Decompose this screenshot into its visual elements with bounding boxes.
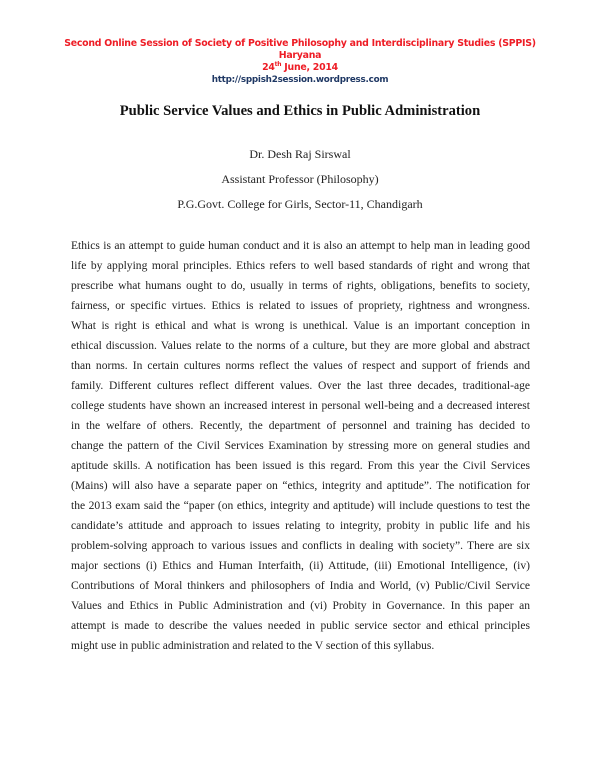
paragraph-line: attempt is made to describe the values needed in public service sector and ethical principles bbox=[71, 620, 530, 632]
paragraph-line: major sections (i) Ethics and Human Interfaith, (ii) Attitude, (iii) Emotional Intelligence, (iv) bbox=[71, 560, 530, 572]
abstract-paragraph bbox=[71, 236, 530, 656]
paragraph-line: the 2013 exam said the “paper (on ethics, integrity and aptitude) will include questions to test the bbox=[71, 500, 530, 512]
paper-title: Public Service Values and Ethics in Public Administration bbox=[119, 103, 481, 119]
paragraph-line: Contributions of Moral thinkers and philosophers of India and World, (v) Public/Civil Service bbox=[71, 580, 530, 592]
paragraph-line: life by applying moral principles. Ethics refers to well based standards of right and wrong that bbox=[71, 260, 530, 272]
conference-name: Second Online Session of Society of Positive Philosophy and Interdisciplinary Studies (SPPIS) bbox=[64, 38, 536, 49]
paragraph-line: in the welfare of others. Recently, the department of personnel and training has decided to bbox=[71, 420, 530, 432]
paragraph-line: might use in public administration and related to the V section of this syllabus. bbox=[71, 640, 435, 652]
conference-header bbox=[0, 38, 600, 86]
paragraph-line: ethical discussion. Values relate to the norms of a culture, but they are more global and abstract bbox=[71, 340, 530, 352]
paragraph-line: fairness, or specific virtues. Ethics is related to issues of propriety, rightness and wrongness. bbox=[71, 300, 530, 312]
conference-date: 24th June, 2014 bbox=[262, 61, 338, 73]
paragraph-line: candidate’s attitude and approach to issues relating to integrity, probity in public life and his bbox=[71, 520, 530, 532]
paragraph-line: prescribe what humans ought to do, usually in terms of rights, obligations, benefits to society, bbox=[71, 280, 530, 292]
conference-location: Haryana bbox=[278, 50, 322, 61]
conference-url-link[interactable]: http://sppish2session.wordpress.com bbox=[211, 75, 389, 85]
paragraph-line: change the pattern of the Civil Services Examination by stressing more on general studies and bbox=[71, 440, 530, 452]
author-name: Dr. Desh Raj Sirswal bbox=[249, 147, 351, 161]
paragraph-line: (Mains) will also have a separate paper on “ethics, integrity and aptitude”. The notification for bbox=[71, 480, 530, 492]
paragraph-line: Ethics is an attempt to guide human conduct and it is also an attempt to help man in leading good bbox=[71, 240, 530, 252]
paragraph-line: college students have shown an increased interest in personal well-being and a decreased interest bbox=[71, 400, 530, 412]
author-position: Assistant Professor (Philosophy) bbox=[221, 172, 379, 186]
paragraph-line: family. Different cultures reflect different values. Over the last three decades, traditional-age bbox=[71, 380, 530, 392]
paragraph-line: problem-solving approach to various issues and conflicts in dealing with society”. There are six bbox=[71, 540, 530, 552]
paragraph-line: Values and Ethics in Public Administration and (vi) Probity in Governance. In this paper an bbox=[71, 600, 530, 612]
author-affiliation: P.G.Govt. College for Girls, Sector-11, Chandigarh bbox=[177, 197, 423, 211]
paragraph-line: What is right is ethical and what is wrong is unethical. Value is an important conception in bbox=[71, 320, 530, 332]
paragraph-line: aptitude skills. A notification has been issued is this regard. From this year the Civil Services bbox=[71, 460, 530, 472]
paragraph-line: than norms. In certain cultures norms reflect the values of respect and support of friends and bbox=[71, 360, 530, 372]
